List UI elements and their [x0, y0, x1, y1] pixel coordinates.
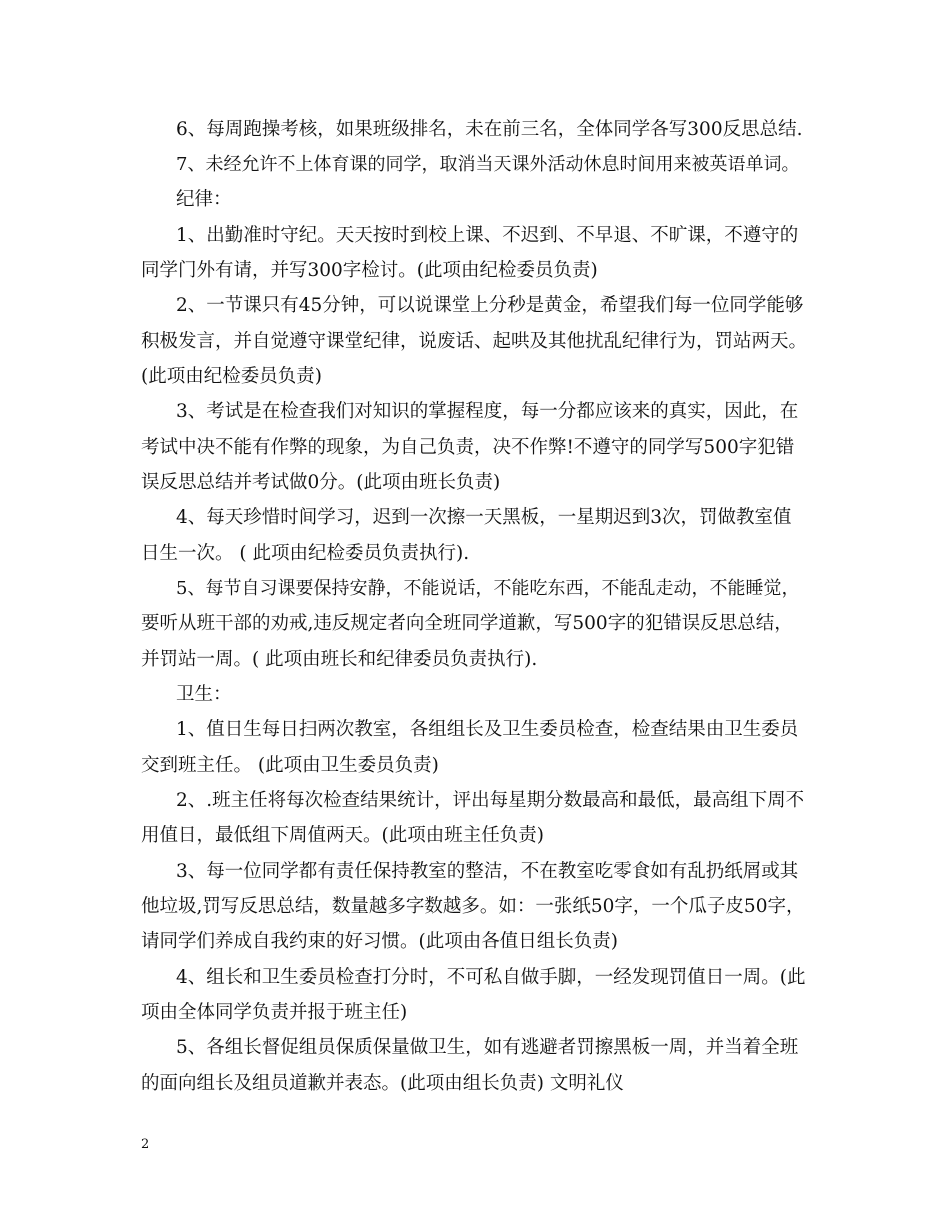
- section-heading-hygiene: 卫生：: [176, 684, 232, 705]
- text-line: 5、每节自习课要保持安静，不能说话，不能吃东西，不能乱走动，不能睡觉，: [176, 578, 800, 599]
- text-line: (此项由纪检委员负责): [141, 366, 322, 387]
- text-line: 1、出勤准时守纪。天天按时到校上课、不迟到、不早退、不旷课，不遵守的: [176, 225, 799, 246]
- text-line: 2、.班主任将每次检查结果统计，评出每星期分数最高和最低，最高组下周不: [176, 790, 805, 811]
- text-line: 项由全体同学负责并报于班主任): [141, 1002, 408, 1023]
- text-line: 交到班主任。 (此项由卫生委员负责): [141, 755, 439, 776]
- text-line: 5、各组长督促组员保质保量做卫生，如有逃避者罚擦黑板一周，并当着全班: [176, 1037, 799, 1058]
- text-line: 要听从班干部的劝戒,违反规定者向全班同学道歉，写500字的犯错误反思总结，: [141, 613, 793, 634]
- text-line: 3、每一位同学都有责任保持教室的整洁，不在教室吃零食如有乱扔纸屑或其: [176, 861, 799, 882]
- page-number: 2: [141, 1137, 150, 1152]
- text-line: 请同学们养成自我约束的好习惯。(此项由各值日组长负责): [141, 931, 618, 952]
- text-line: 1、值日生每日扫两次教室，各组组长及卫生委员检查，检查结果由卫生委员: [176, 719, 799, 740]
- text-line: 4、每天珍惜时间学习，迟到一次擦一天黑板，一星期迟到3次，罚做教室值: [176, 507, 792, 528]
- text-line: 同学门外有请，并写300字检讨。(此项由纪检委员负责): [141, 260, 598, 281]
- text-line: 4、组长和卫生委员检查打分时，不可私自做手脚，一经发现罚值日一周。(此: [176, 967, 806, 988]
- text-line: 他垃圾,罚写反思总结，数量越多字数越多。如：一张纸50字，一个瓜子皮50字，: [141, 896, 805, 917]
- text-line: 3、考试是在检查我们对知识的掌握程度，每一分都应该来的真实，因此，在: [176, 401, 799, 422]
- text-line: 7、未经允许不上体育课的同学，取消当天课外活动休息时间用来被英语单词。: [176, 154, 800, 175]
- text-line: 的面向组长及组员道歉并表态。(此项由组长负责) 文明礼仪: [141, 1073, 624, 1094]
- section-heading-discipline: 纪律：: [176, 189, 232, 210]
- text-line: 日生一次。 ( 此项由纪检委员负责执行).: [141, 543, 470, 564]
- text-line: 2、一节课只有45分钟，可以说课堂上分秒是黄金，希望我们每一位同学能够: [176, 295, 804, 316]
- text-line: 积极发言，并自觉遵守课堂纪律，说废话、起哄及其他扰乱纪律行为，罚站两天。: [141, 331, 808, 352]
- text-line: 考试中决不能有作弊的现象，为自己负责，决不作弊!不遵守的同学写500字犯错: [141, 437, 795, 458]
- text-line: 6、每周跑操考核，如果班级排名，未在前三名，全体同学各写300反思总结.: [176, 119, 803, 140]
- text-line: 并罚站一周。( 此项由班长和纪律委员负责执行).: [141, 649, 538, 670]
- text-line: 用值日，最低组下周值两天。(此项由班主任负责): [141, 825, 544, 846]
- text-line: 误反思总结并考试做0分。(此项由班长负责): [141, 472, 501, 493]
